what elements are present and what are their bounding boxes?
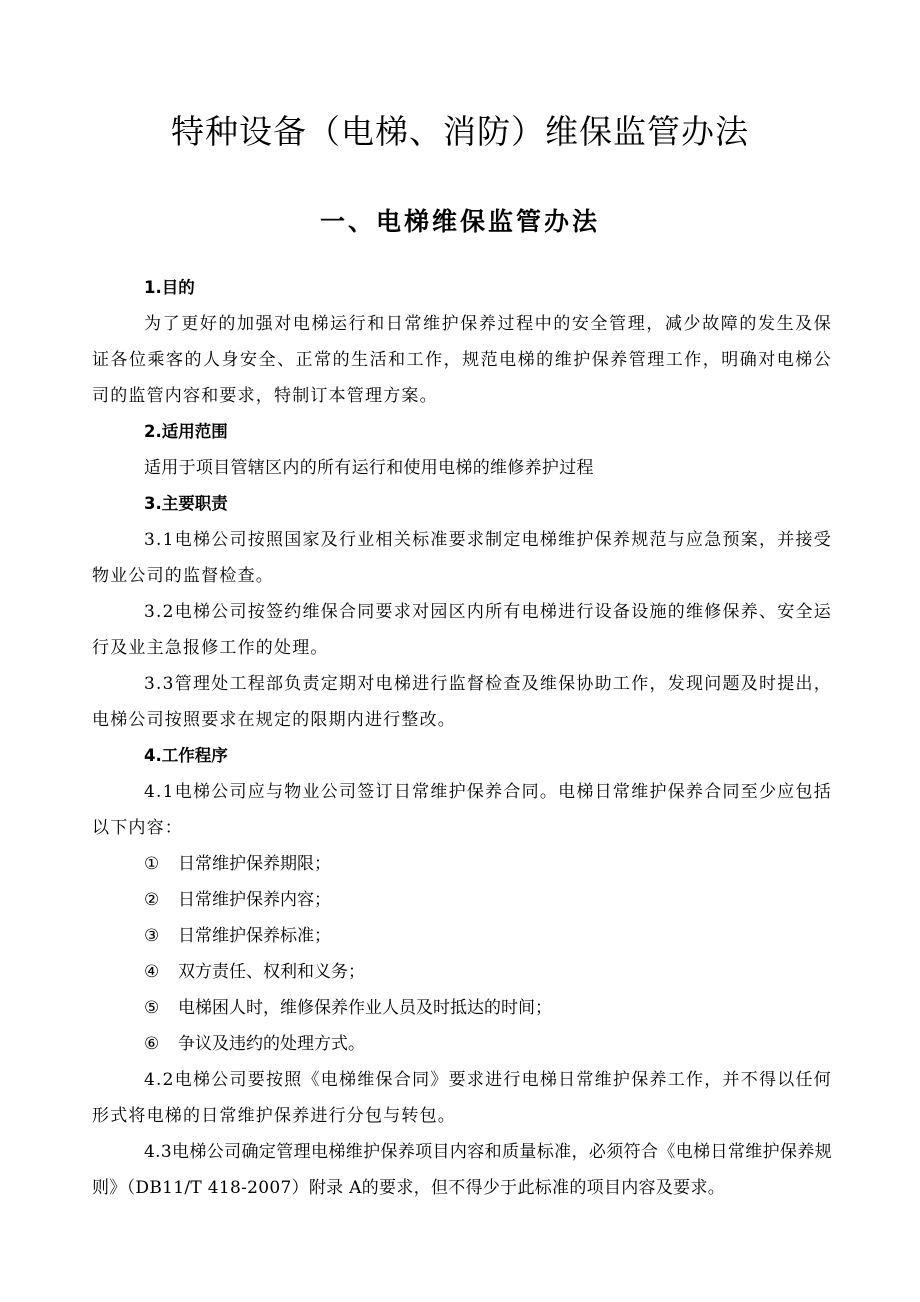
list-item — [92, 918, 832, 954]
list-text: 日常维护保养期限； — [178, 854, 331, 874]
paragraph: 适用于项目管辖区内的所有运行和使用电梯的维修养护过程 — [144, 458, 594, 478]
section-heading: 3.主要职责 — [144, 494, 228, 513]
section-heading: 2.适用范围 — [144, 422, 228, 441]
list-item — [92, 954, 832, 990]
document-title: 特种设备（电梯、消防）维保监管办法 — [171, 112, 749, 151]
paragraph: 3.1电梯公司按照国家及行业相关标准要求制定电梯维护保养规范与应急预案，并接受物业公司的监督检查。 — [92, 530, 832, 586]
list-text: 日常维护保养内容； — [178, 890, 331, 910]
list-number: ② — [144, 890, 160, 910]
list-number: ⑥ — [144, 1034, 160, 1054]
document-body — [92, 270, 832, 1206]
paragraph: 4.1电梯公司应与物业公司签订日常维护保养合同。电梯日常维护保养合同至少应包括以下内容： — [92, 782, 832, 838]
list-item — [92, 882, 832, 918]
list-text: 争议及违约的处理方式。 — [178, 1034, 365, 1054]
list-text: 双方责任、权利和义务； — [178, 962, 365, 982]
list-number: ① — [144, 854, 160, 874]
paragraph: 4.2电梯公司要按照《电梯维保合同》要求进行电梯日常维护保养工作，并不得以任何形式将电梯的日常维护保养进行分包与转包。 — [92, 1070, 832, 1126]
list-number: ④ — [144, 962, 160, 982]
list-item — [92, 846, 832, 882]
paragraph: 为了更好的加强对电梯运行和日常维护保养过程中的安全管理，减少故障的发生及保证各位乘客的人身安全、正常的生活和工作，规范电梯的维护保养管理工作，明确对电梯公司的监管内容和要求，特制订本管理方案。 — [92, 314, 832, 406]
section-heading-elevator: 一、电梯维保监管办法 — [319, 207, 600, 236]
list-item — [92, 990, 832, 1026]
list-number: ③ — [144, 926, 160, 946]
paragraph: 4.3电梯公司确定管理电梯维护保养项目内容和质量标准，必须符合《电梯日常维护保养规则》（DB11/T 418-2007）附录 A的要求，但不得少于此标准的项目内容及要求。 — [92, 1142, 832, 1198]
list-number: ⑤ — [144, 998, 160, 1018]
section-heading: 4.工作程序 — [144, 746, 228, 765]
list-item — [92, 1026, 832, 1062]
list-text: 日常维护保养标准； — [178, 926, 331, 946]
paragraph: 3.3管理处工程部负责定期对电梯进行监督检查及维保协助工作，发现问题及时提出，电梯公司按照要求在规定的限期内进行整改。 — [92, 674, 832, 730]
list-text: 电梯困人时，维修保养作业人员及时抵达的时间； — [178, 998, 552, 1018]
paragraph: 3.2电梯公司按签约维保合同要求对园区内所有电梯进行设备设施的维修保养、安全运行及业主急报修工作的处理。 — [92, 602, 832, 658]
section-heading: 1.目的 — [144, 278, 195, 297]
